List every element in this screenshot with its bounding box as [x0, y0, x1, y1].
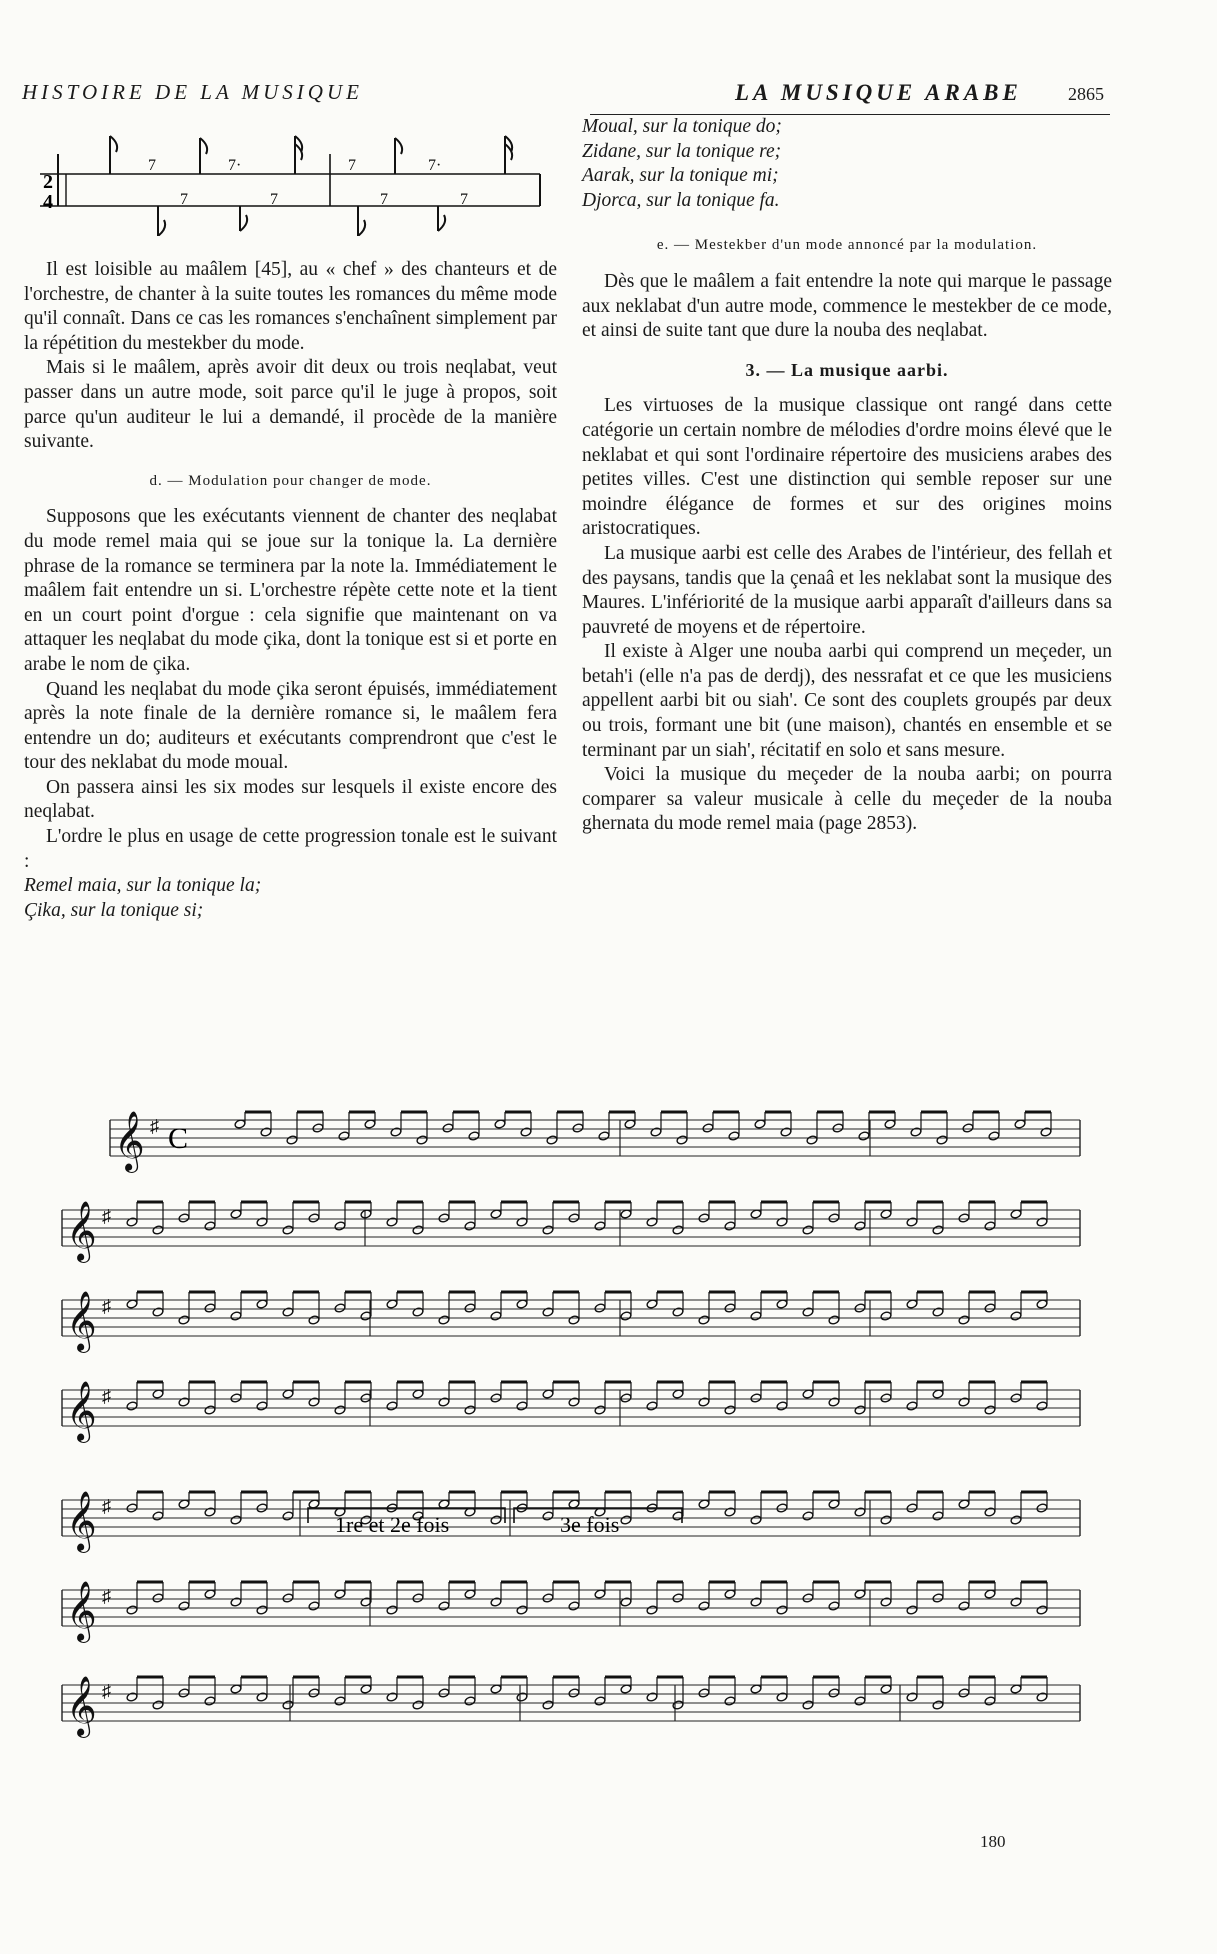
list-item: Djorca, sur la tonique fa. — [582, 189, 780, 211]
time-signature-c: C — [168, 1122, 189, 1155]
svg-text:7·: 7· — [228, 157, 242, 174]
list-item: Çika, sur la tonique si; — [24, 899, 204, 921]
folio: 180 — [980, 1832, 1006, 1851]
treble-clef-icon: 𝄞 — [66, 1491, 97, 1551]
treble-clef-icon: 𝄞 — [66, 1201, 97, 1261]
svg-text:7: 7 — [460, 191, 468, 208]
mode-list-continued — [582, 115, 1112, 213]
sharp-icon: ♯ — [102, 1586, 111, 1606]
list-item: Aarak, sur la tonique mi; — [582, 165, 779, 187]
volta-third: 3e fois — [560, 1512, 620, 1537]
staff — [62, 1581, 1080, 1643]
staff — [62, 1201, 1080, 1263]
treble-clef-icon: 𝄞 — [66, 1581, 97, 1641]
running-head-left: HISTOIRE DE LA MUSIQUE — [22, 80, 363, 104]
paragraph: Dès que le maâlem a fait entendre la note qui marque le passage aux neklabat d'un autre mode, commence le mestekber de ce mode, et ainsi de suite tant que dure la nouba des neqlabat. — [582, 270, 1112, 342]
music-score — [0, 1090, 1217, 1830]
list-item: Moual, sur la tonique do; — [582, 116, 782, 137]
sharp-icon: ♯ — [102, 1206, 111, 1226]
treble-clef-icon: 𝄞 — [114, 1111, 145, 1171]
svg-text:7: 7 — [148, 157, 156, 174]
treble-clef-icon: 𝄞 — [66, 1676, 97, 1736]
paragraph: Les virtuoses de la musique classique ont rangé dans cette catégorie un certain nombre de mélodies d'ordre moins élevé que le neklabat et qui sont l'ordinaire répertoire des musiciens arabes des petites villes. C'est une distinction qui semble reposer sur une moindre élégance de formes et sur des origines moins aristocratiques. — [582, 395, 1112, 540]
paragraph: Supposons que les exécutants viennent de chanter des neqlabat du mode remel maia qui se joue sur la tonique la. La dernière phrase de la romance se terminera par la note la. Immédiatement le maâlem fait entendre un si. L'orchestre répète cette note et la tient en un court point d'orgue : cela signifie que maintenant on va attaquer les neqlabat du mode çika, dont la tonique est si et porte en arabe le nom de çika. — [24, 506, 557, 675]
paragraph: On passera ainsi les six modes sur lesquels il existe encore des neqlabat. — [24, 776, 557, 823]
paragraph: L'ordre le plus en usage de cette progression tonale est le suivant : — [24, 826, 557, 872]
sharp-icon: ♯ — [102, 1681, 111, 1701]
svg-text:7·: 7· — [428, 157, 442, 174]
section-heading-d: d. — Modulation pour changer de mode. — [149, 472, 432, 489]
paragraph: Il est loisible au maâlem [45], au « chef » des chanteurs et de l'orchestre, de chanter à la suite toutes les romances du même mode qu'il connaît. Dans ce cas les romances s'enchaînent simplement par la répétition du mestekber du mode. — [24, 259, 557, 354]
treble-clef-icon: 𝄞 — [66, 1381, 97, 1441]
mode-list — [24, 874, 557, 923]
paragraph: Quand les neqlabat du mode çika seront épuisés, immédiatement après la note finale de la dernière romance si, le maâlem fera entendre un do; auditeurs et exécutants comprendront que c'est le tour des neklabat du mode moual. — [24, 678, 557, 774]
volta-first-second: 1re et 2e fois — [335, 1512, 450, 1537]
list-item: Zidane, sur la tonique re; — [582, 140, 782, 162]
staff — [62, 1291, 1080, 1353]
svg-text:7: 7 — [348, 157, 356, 174]
sharp-icon: ♯ — [102, 1386, 111, 1406]
section-heading-e: e. — Mestekber d'un mode annoncé par la modulation. — [656, 237, 1038, 254]
staff — [110, 1111, 1080, 1173]
paragraph: La musique aarbi est celle des Arabes de l'intérieur, des fellah et des paysans, tandis que la çenaâ et les neklabat sont la musique des Maures. L'infériorité de la musique aarbi apparaît d'ailleurs dans sa pauvreté de moyens et de répertoire. — [582, 542, 1112, 638]
treble-clef-icon: 𝄞 — [66, 1291, 97, 1351]
paragraph: Mais si le maâlem, après avoir dit deux ou trois neqlabat, veut passer dans un autre mode, soit parce qu'il le juge à propos, soit parce qu'un auditeur le lui a demandé, il procède de la manière suivante. — [24, 357, 557, 453]
section-heading-3: 3. — La musique aarbi. — [745, 359, 949, 380]
volta-brackets — [308, 1508, 682, 1537]
staff — [62, 1676, 1080, 1738]
right-column — [582, 115, 1112, 837]
left-column — [24, 258, 557, 923]
page-number: 2865 — [1068, 84, 1104, 104]
rhythm-figure — [40, 126, 550, 236]
time-sig-top: 2 — [43, 171, 53, 193]
svg-text:7: 7 — [270, 191, 278, 208]
sharp-icon: ♯ — [102, 1296, 111, 1316]
paragraph: Voici la musique du meçeder de la nouba aarbi; on pourra comparer sa valeur musicale à celle du meçeder de la nouba ghernata du mode remel maia (page 2853). — [582, 764, 1112, 835]
time-sig-bottom: 4 — [43, 191, 53, 213]
running-head-right: LA MUSIQUE ARABE — [735, 80, 1022, 105]
list-item: Remel maia, sur la tonique la; — [24, 875, 262, 897]
svg-text:7: 7 — [380, 191, 388, 208]
sharp-icon: ♯ — [150, 1116, 159, 1136]
staff — [62, 1381, 1080, 1443]
svg-text:7: 7 — [180, 191, 188, 208]
paragraph: Il existe à Alger une nouba aarbi qui comprend un meçeder, un betah'i (elle n'a pas de derdj), des nessrafat et ce que les musiciens appellent aarbi bit ou siah'. Ce sont des couplets groupés par deux ou trois, formant une bit (une maison), chantés en ensemble et se terminant par un siah', récitatif en solo et sans mesure. — [582, 641, 1112, 761]
sharp-icon: ♯ — [102, 1496, 111, 1516]
